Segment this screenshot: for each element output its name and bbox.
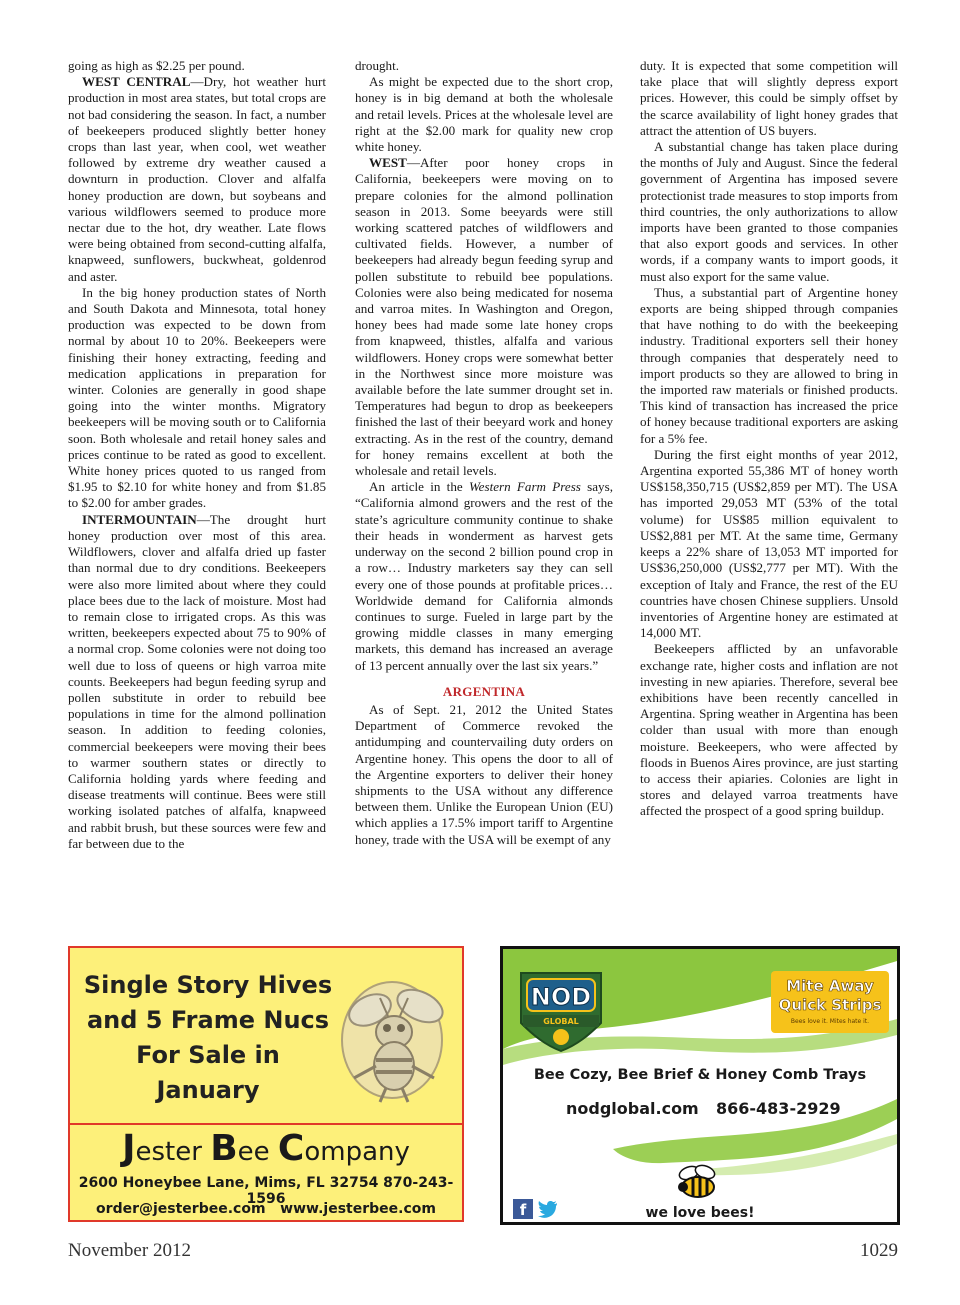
paragraph — [355, 155, 613, 479]
paragraph — [68, 74, 326, 285]
region-heading: INTERMOUNTAIN — [82, 511, 197, 527]
paragraph: going as high as $2.25 per pound. — [68, 58, 245, 73]
paragraph: Beekeepers afflicted by an unfavorable exchange rate, higher costs and inflation are not investing in new apiaries. Therefore, several bee exhibitions have been recently cancelled in Argentina. Spring weather in Argentina has been colder than usual with more than enough moisture. Beekeepers, who were affected by floods in Buenos Aires province, are just starting to access their apiaries. Colonies are light in stores and delayed varroa treatments have affected the prospect of a good spring buildup. — [640, 641, 898, 819]
nod-slogan: we love bees! — [645, 1205, 755, 1221]
paragraph: duty. It is expected that some competition will take place that will slightly depress export prices. However, this could be simply offset by the scarce availability of light honey grades that attract the attention of US buyers. — [640, 58, 898, 138]
ad-top-panel — [70, 948, 462, 1123]
company-initial: J — [122, 1128, 136, 1169]
paragraph: As might be expected due to the short crop, honey is in big demand at both the wholesale and retail levels. Prices at the wholesale level are right at the $2.00 mark for quality new crop white honey. — [355, 74, 613, 155]
region-heading: WEST — [369, 155, 407, 171]
paragraph-text: —Dry, hot weather hurt production in most area states, but total crops are not bad considering the season. In fact, a number of beekeepers produced slightly better honey crops than last year, when cool, wet weather followed by extreme dry weather caused a downturn in production. Clover and alfalfa honey production are down, but soybeans and various wildflowers seemed to produce more nectar due to the hot, dry weather. Late flows were being obtained from second-cutting alfalfa, knapweed, sunflowers, buckwheat, goldenrod and aster. — [68, 74, 326, 284]
nod-global-badge-icon — [519, 965, 603, 1053]
nod-phone: 866-483-2929 — [716, 1099, 841, 1118]
nod-global-ad[interactable] — [500, 946, 900, 1225]
mite-away-line: Mite Away — [786, 977, 874, 995]
mite-away-title — [771, 977, 889, 1015]
region-heading: WEST CENTRAL — [82, 74, 191, 90]
paragraph — [68, 512, 326, 852]
paragraph: In the big honey production states of North and South Dakota and Minnesota, total honey production was expected to be down from normal by about 10 to 20%. Beekeepers were finishing their honey extracting, feeding and medication applications in preparation for winter. Colonies are generally in good shape going into the winter months. Migratory beekeepers will be moving south or to California soon. Both wholesale and retail honey sales and prices continue to be rated as good to excellent. White honey prices quoted to us ranged from $1.95 to $2.10 for white honey and from $1.85 to $2.00 for amber grades. — [68, 284, 326, 511]
jester-bee-ad[interactable] — [68, 946, 464, 1222]
mite-away-line: Quick Strips — [778, 996, 882, 1014]
company-name — [70, 1128, 462, 1169]
mite-away-logo — [771, 971, 889, 1033]
paragraph: During the first eight months of year 2012, Argentina exported 55,386 MT of honey worth US$158,350,715 (US$2,859 per MT). The USA has imported 29,053 MT (53% of the total volume) for US$85 million equivalent to US$2,881 per MT. At the same time, Germany keeps a 22% share of 13,053 MT imported for US$36,250,000 (US$2,777 per MT). With the exception of Italy and France, the rest of the EU countries have chosen Chinese suppliers. Unsold inventories of Argentine honey are estimated at 14,000 MT. — [640, 446, 898, 641]
paragraph — [355, 479, 613, 673]
company-initial: C — [277, 1128, 305, 1169]
ad-headline-line: and 5 Frame Nucs — [86, 1006, 330, 1034]
website-link[interactable]: www.jesterbee.com — [280, 1201, 436, 1217]
nod-brand-text: NOD — [530, 983, 592, 1011]
paragraph-text: says, “California almond growers and the rest of the state’s agriculture community continue to shake their heads in wonderment as harvest gets underway on the second 2 billion pound crop in a row… Industry marketers say they can sell every one of those pounds at profitable prices… Worldwide demand for California almonds continues to surge. Fueled in large part by the growing middle classes in many emerging markets, this demand has increased an average of 13 percent annually over the last six years.” — [355, 479, 613, 673]
paragraph: A substantial change has taken place during the months of July and August. Since the federal government of Argentina has imposed severe protectionist trade measures to stop imports from third countries, the only authorizations to allow imports have been granted to those companies that also export goods and services. In other words, if a company wants to import goods, it must also export for the same value. — [640, 139, 898, 284]
paragraph: Thus, a substantial part of Argentine honey exports are being shipped through companies that have nothing to do with the beekeeping industry. Traditional exporters sell their honey through companies that desperately need to import products so they are allowed to bring in the imported raw materials or finished products. This kind of transaction has increased the price of honey because traditional exporters are asking for a 5% fee. — [640, 284, 898, 446]
ad-headline-line: January — [156, 1076, 260, 1104]
nod-website-link[interactable]: nodglobal.com — [566, 1099, 699, 1118]
bee-mascot-icon — [336, 966, 454, 1106]
ad-divider — [70, 1123, 462, 1125]
email-link[interactable]: order@jesterbee.com — [96, 1201, 266, 1217]
company-address: 2600 Honeybee Lane, Mims, FL 32754 870-243-1596 — [78, 1175, 454, 1207]
section-heading-argentina: ARGENTINA — [442, 683, 526, 699]
company-initial: B — [210, 1128, 238, 1169]
article-column-1 — [68, 58, 326, 852]
footer-date: November 2012 — [68, 1240, 191, 1261]
ad-headline-line: For Sale in — [136, 1041, 280, 1069]
article-column-2 — [355, 58, 613, 848]
nod-brand-subtext: GLOBAL — [543, 1017, 579, 1026]
paragraph-text: —After poor honey crops in California, beekeepers were moving on to prepare colonies for the almond pollination season in 2013. Some beeyards were still working scattered patches of wildflowers and cultivated fields. However, a number of beekeepers had already begun feeding syrup and pollen substitute to rebuild bee populations. Colonies were also being medicated for nosema and varroa mites. In Washington and Oregon, honey bees had made some late honey crops from knapweed, thistles, alfalfa and various wildflowers. Honey crops were somewhat better in the Northwest since more moisture was available before the late summer drought set in. Temperatures had begun to drop as beekeepers finished the last of their beeyard work and honey extracting. As in the rest of the country, demand for honey remains excellent at both the wholesale and retail levels. — [355, 155, 613, 479]
company-word: ester — [135, 1137, 211, 1167]
company-contact — [70, 1201, 462, 1217]
nod-products: Bee Cozy, Bee Brief & Honey Comb Trays — [533, 1067, 867, 1083]
article-column-3 — [640, 58, 898, 820]
paragraph: As of Sept. 21, 2012 the United States Department of Commerce revoked the antidumping and countervailing duty orders on Argentine honey. This opens the door to all of the Argentine exporters to deliver their honey shipments to the USA without any difference between them. Unlike the European Union (EU) which applies a 17.5% import tariff to Argentine honey, trade with the USA will be exempt of any — [355, 701, 613, 847]
company-word: ee — [237, 1137, 278, 1167]
page-number: 1029 — [860, 1240, 898, 1261]
facebook-icon[interactable]: f — [513, 1199, 533, 1219]
publication-title: Western Farm Press — [468, 479, 581, 495]
company-word: ompany — [304, 1137, 410, 1167]
ad-headline — [80, 968, 336, 1108]
mite-away-tagline: Bees love it. Mites hate it. — [790, 1018, 870, 1025]
paragraph-text: —The drought hurt honey production over most of this area. Wildflowers, clover and alfalfa dried up faster than normal due to dry conditions. Beekeepers were also more limited about where they could place bees due to the lack of moisture. Most had to remain close to irrigated crops. As this was written, beekeepers expected about 75 to 90% of a normal crop. Some colonies were not doing too well due to loss of queens or high varroa mite counts. Beekeepers had begun feeding syrup and pollen substitute in order to rebuild bee populations in time for the almond pollination season. In addition to feeding colonies, commercial beekeepers were moving their bees to warmer southern states or directly to California holding yards where feeding and disease treatments will continue. Bees were still working isolated patches of alfalfa, knapweed and rabbit brush, but these sources were few and far between due to the — [68, 511, 326, 851]
paragraph-text: An article in the — [369, 479, 469, 495]
ad-headline-line: Single Story Hives — [83, 971, 333, 999]
bee-icon — [673, 1163, 723, 1203]
paragraph: drought. — [355, 58, 400, 73]
